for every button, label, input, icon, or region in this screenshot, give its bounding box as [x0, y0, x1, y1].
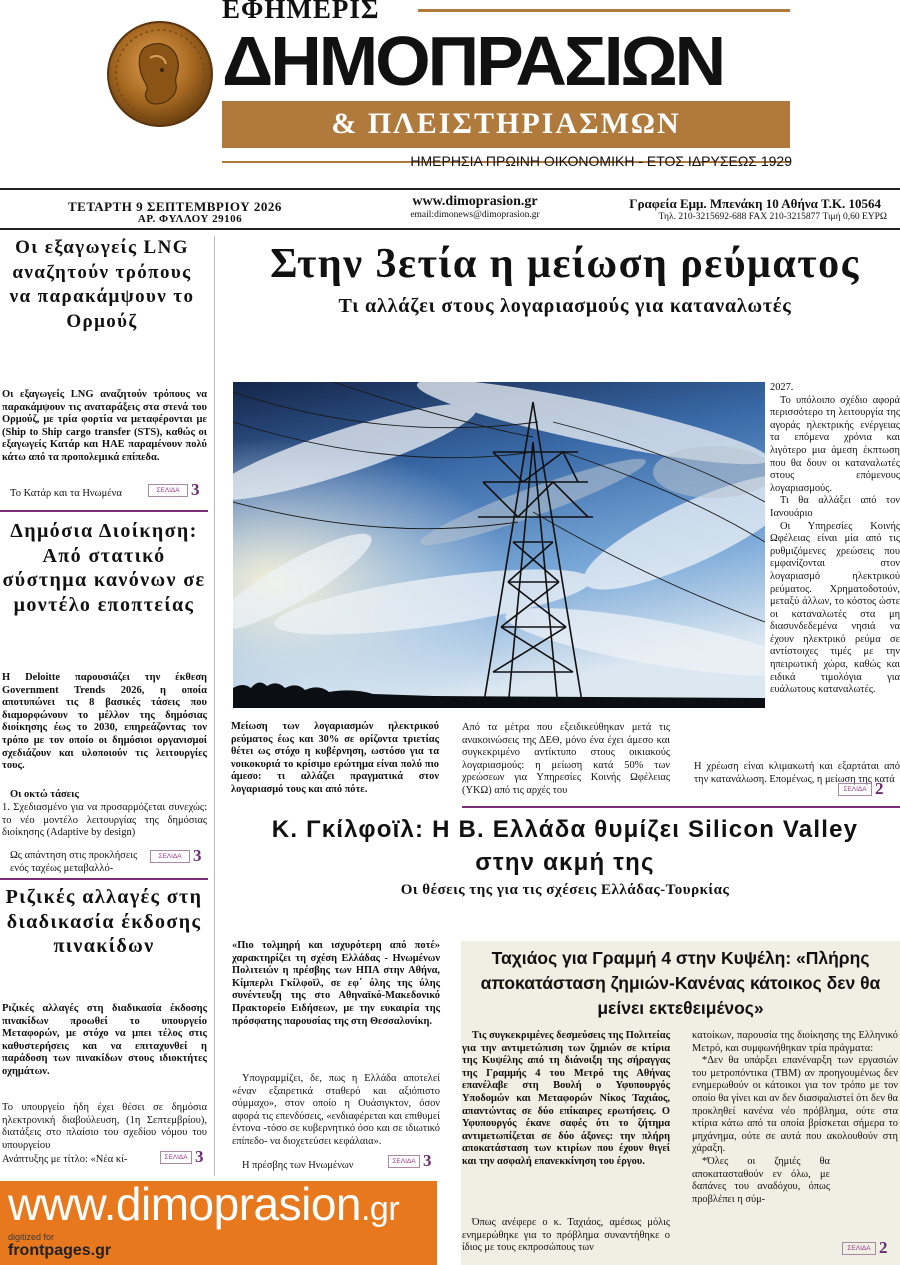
- infobar-top-rule: [0, 188, 900, 190]
- masthead-title: ΔΗΜΟΠΡΑΣΙΩΝ: [222, 22, 724, 100]
- side-story-3-title[interactable]: Ριζικές αλλαγές στη διαδικασία έκδοσης πινακίδων: [5, 886, 203, 957]
- side-story-3-body: Ριζικές αλλαγές στη διαδικασία έκδοσης πινακίδων προωθεί το υπουργείο Μεταφορών, με στόχο να μπει τέλος στις καθυστερήσεις και να επιταχυνθεί η παράδοση των πινακίδων στους ιδιοκτήτες οχημάτων.: [2, 1003, 207, 1077]
- side-divider-1: [0, 510, 208, 512]
- side-story-1-title[interactable]: Οι εξαγωγείς LNG αναζητούν τρόπους να παρακάμψουν το Ορμούζ: [9, 237, 195, 332]
- side-story-1-tail-text: Το Κατάρ και τα Ηνωμένα: [10, 488, 122, 499]
- page-ref-number: 3: [423, 1151, 432, 1170]
- side-story-2-title[interactable]: Δημόσια Διοίκηση: Από στατικό σύστημα κανόνων σε μοντέλο εποπτείας: [2, 520, 206, 616]
- side-story-3-body-2: Το υπουργείο ήδη έχει θέσει σε δημόσια ηλεκτρονική διαβούλευση, (1η Σεπτεμβρίου), διατάξεις στο πλαίσιο του σχεδίου νόμου του υπουργείου: [2, 1102, 207, 1151]
- lead-right-para-3: Η χρέωση είναι κλιμακωτή και εξαρτάται από την κατανάλωση. Επομένως, η μείωση της κατά: [694, 761, 900, 785]
- lead-headline[interactable]: Στην 3ετία η μείωση ρεύματος: [270, 241, 860, 287]
- page-ref-number: 3: [193, 846, 202, 866]
- tachiaos-right-para-2: *Δεν θα υπάρξει επανέναρξη των εργασιών του μετροπόντικα (ΤΒΜ) αν προηγουμένως δεν ενημερωθούν οι κάτοικοι για τον τρόπο με τον οποίο θα γίνει και αν δεν διασφαλιστεί ότι δεν θα προκληθεί κανένα νέο πρόβλημα, ούτε στα κτίρια κάτω από τα οποία βρίσκεται σήμερα το μηχάνημα, ούτε σε αυτά που ακολουθούν στη χάραξη.: [692, 1055, 898, 1155]
- side-story-1-body: Οι εξαγωγείς LNG αναζητούν τρόπους να παρακάμψουν τις αναταράξεις στα στενά του Ορμούζ, με τρία φορτία να μεταφέρονται με (Ship to Ship cargo transfer (STS), καθώς οι εξαγωγείς Κατάρ και ΗΑΕ παραμένουν πολύ κάτω από τα προπολεμικά επίπεδα.: [2, 389, 207, 463]
- page-ref-number: 2: [879, 1238, 888, 1257]
- digitized-label: digitized for: [8, 1232, 55, 1242]
- lead-photo-power-pylon: [233, 382, 765, 708]
- lead-right-subhead: Τι θα αλλάξει από τον Ιανουάριο: [770, 495, 900, 519]
- guilfoyle-subhead: Οι θέσεις της για τις σχέσεις Ελλάδας-Τουρκίας: [400, 882, 730, 898]
- coin-logo-icon: [104, 18, 216, 130]
- page-ref-number: 2: [875, 779, 884, 798]
- page-ref-2-tachiaos[interactable]: [842, 1238, 888, 1258]
- lead-subhead: Τι αλλάζει στους λογαριασμούς για καταναλωτές: [338, 295, 792, 317]
- side-story-3-tail-text: Ανάπτυξης με τίτλο: «Νέα κί-: [2, 1154, 128, 1165]
- tachiaos-headline[interactable]: Ταχιάος για Γραμμή 4 στην Κυψέλη: «Πλήρης αποκατάσταση ζημιών-Κανένας κάτοικος δεν θα μείνει εκτεθειμένος»: [480, 948, 881, 1018]
- page-ref-2-lead[interactable]: [838, 779, 884, 799]
- lead-right-year: 2027.: [770, 382, 794, 393]
- banner-url-www: www.: [8, 1178, 116, 1230]
- issue-date: ΤΕΤΑΡΤΗ 9 ΣΕΠΤΕΜΒΡΙΟΥ 2026: [68, 199, 282, 214]
- page-ref-number: 3: [191, 480, 200, 500]
- guilfoyle-headline[interactable]: Κ. Γκίλφοϊλ: Η Β. Ελλάδα θυμίζει Silicon Valley στην ακμή της: [271, 816, 859, 876]
- side-story-2-tail-text: Ως απάντηση στις προκλήσεις ενός ταχέως μεταβαλλό-: [10, 850, 138, 874]
- page-ref-tag: ΣΕΛΙΔΑ: [150, 850, 190, 863]
- page-ref-3-a[interactable]: [148, 480, 200, 500]
- ephemeris-label: ΕΦΗΜΕΡΙΣ: [222, 0, 380, 24]
- page-ref-3-guilfoyle[interactable]: [388, 1151, 432, 1171]
- page-ref-tag: ΣΕΛΙΔΑ: [148, 484, 188, 497]
- tachiaos-body: Όπως ανέφερε ο κ. Ταχιάος, αμέσως μόλις ενημερώθηκε για το πρόβλημα συναντήθηκε ο ίδιος με τους εκπροσώπους των: [462, 1217, 670, 1254]
- office-contact: Τηλ. 210-3215692-688 FAX 210-3215877 Τιμή 0,60 ΕΥΡΩ: [658, 212, 887, 222]
- page-ref-3-c[interactable]: [160, 1147, 204, 1167]
- tachiaos-right-para-1: κατοίκων, παρουσία της διοίκησης της Ελληνικό Μετρό, και συμφωνήθηκαν τρία πράγματα:: [692, 1030, 898, 1054]
- lead-right-para-2: Οι Υπηρεσίες Κοινής Ωφέλειας είναι μία από τις ρυθμιζόμενες χρεώσεις που εμφανίζονται στον λογαριασμό ηλεκτρικού ρεύματος. Χρηματοδοτούν, μεταξύ άλλων, το κόστος ώστε οι καταναλωτές στα μη διασυνδεδεμένα νησιά να έχουν ηλεκτρικό ρεύμα σε αντίστοιχες τιμές με την ηπειρωτική χώρα, καθώς και ειδικά τιμολόγια για ευάλωτους καταναλωτές.: [770, 520, 900, 696]
- infobar-bottom-rule: [0, 228, 900, 230]
- masthead-rule-top: [418, 9, 790, 12]
- guilfoyle-tail: Η πρέσβης των Ηνωμένων: [242, 1160, 354, 1171]
- masthead-tagline: ΗΜΕΡΗΣΙΑ ΠΡΩΙΝΗ ΟΙΚΟΝΟΜΙΚΗ - ΕΤΟΣ ΙΔΡΥΣΕΩΣ 1929: [410, 153, 792, 169]
- tachiaos-lead: Τις συγκεκριμένες δεσμεύσεις της Πολιτείας για την αντιμετώπιση των ζημιών σε κτίρια της Κυψέλης από τη διάνοιξη της σήραγγας της Γραμμής 4 του Μετρό της Αθήνας επανέλαβε στη Βουλή ο Υφυπουργός Υποδομών και Μεταφορών Νίκος Ταχιάος, απαντώντας σε δύο επίκαιρες ερωτήσεις. Ο Υφυπουργός έκανε σαφές ότι το ζήτημα αντιμετωπίζεται σε δύο άξονες: την πλήρη αποκατάσταση των κτιρίων που έχουν θιγεί και την ασφαλή επανεκκίνηση του έργου.: [462, 1030, 670, 1167]
- side-story-2-body: Η Deloitte παρουσιάζει την έκθεση Government Trends 2026, η οποία αποτυπώνει τις 8 βασικές τάσεις που διαμορφώνουν το μέλλον της δημόσιας διοίκησης έως το 2030, επηρεάζοντας τον τρόπο με τον οποίο οι δημόσιοι οργανισμοί σχεδιάζουν και υλοποιούν τις λειτουργίες τους.: [2, 672, 207, 772]
- guilfoyle-body: Υπογραμμίζει, δε, πως η Ελλάδα αποτελεί «έναν εξαιρετικά σταθερό και αξιόπιστο σύμμαχο», στον οποίο η Ουάσιγκτον, όσον αφορά τις επενδύσεις, «ενδιαφέρεται και επιθυμεί έντονα -τόσο σε κυβερνητικό όσο και σε ιδιωτικό επίπεδο- να διοχετεύσει κεφάλαια».: [232, 1073, 440, 1147]
- office-address: Γραφεία Εμμ. Μπενάκη 10 Αθήνα Τ.Κ. 10564: [629, 196, 881, 211]
- side-story-2-subhead: Οι οκτώ τάσεις: [10, 789, 79, 800]
- banner-url-name: dimoprasion: [115, 1178, 361, 1230]
- lead-divider: [462, 806, 900, 808]
- side-story-2-item: 1. Σχεδιασμένο για να προσαρμόζεται συνεχώς: το νέο μοντέλο λειτουργίας της δημόσιας διοίκησης (Adaptive by design): [2, 802, 207, 839]
- page-ref-tag: ΣΕΛΙΔΑ: [388, 1155, 420, 1168]
- issue-number: ΑΡ. ΦΥΛΛΟΥ 29106: [137, 213, 243, 225]
- lead-body-center: Από τα μέτρα που εξειδικεύθηκαν μετά τις ανακοινώσεις της ΔΕΘ, μόνο ένα έχει άμεσο και συγκεκριμένο αντίκτυπο στους οικιακούς λογαριασμούς: η μείωση κατά 50% των χρεώσεων για Υπηρεσίες Κοινής Ωφέλειας (ΥΚΩ) από τις αρχές του: [462, 722, 670, 796]
- lead-right-para-1: Το υπόλοιπο σχέδιο αφορά περισσότερο τη λειτουργία της αγοράς ηλεκτρικής ενέργειας τα επόμενα χρόνια και λιγότερο μια άμεση έκπτωση που θα δουν οι καταναλωτές στους επόμενους λογαριασμούς.: [770, 394, 900, 494]
- side-story-3-tail: [2, 1147, 207, 1167]
- page-ref-tag: ΣΕΛΙΔΑ: [838, 783, 872, 796]
- tachiaos-right-para-3: *Όλες οι ζημιές θα αποκατασταθούν εν όλω, με δαπάνες του αναδόχου, όπως προβλέπει η σύμ-: [692, 1155, 830, 1205]
- masthead: [0, 0, 900, 185]
- side-story-2-tail: [10, 846, 207, 875]
- lead-body-right: [770, 382, 900, 697]
- lead-photo-caption: Μείωση των λογαριασμών ηλεκτρικού ρεύματος έως και 30% σε ορίζοντα τριετίας θέτει ως στόχο η κυβέρνηση, ωστόσο για τα νοικοκυριά το κρίσιμο ερώτημα είναι πολύ πιο άμεσο: τι αλλάζει πραγματικά στον λογαριασμό τους και από πότε.: [231, 721, 439, 795]
- masthead-subtitle: & ΠΛΕΙΣΤΗΡΙΑΣΜΩΝ: [331, 107, 681, 140]
- website-link[interactable]: www.dimoprasion.gr: [412, 194, 538, 209]
- column-divider: [214, 236, 215, 1176]
- side-story-1-tail: [10, 480, 210, 501]
- digitized-site[interactable]: frontpages.gr: [8, 1242, 112, 1259]
- page-ref-tag: ΣΕΛΙΔΑ: [160, 1151, 192, 1164]
- email-link[interactable]: email:dimonews@dimoprasion.gr: [410, 210, 540, 220]
- guilfoyle-lead: «Πιο τολμηρή και ισχυρότερη από ποτέ» χαρακτηρίζει τη σχέση Ελλάδας - Ηνωμένων Πολιτειών η πρέσβης των ΗΠΑ στην Αθήνα, Κίμπερλι Γκίλφοϊλ, σε εφ΄ όλης της ύλης συνέντευξη της στο Αθηναϊκό-Μακεδονικό Πρακτορείο Ειδήσεων, με την ευκαιρία της πρόσφατης παρουσίας της στη Θεσσαλονίκη.: [232, 940, 440, 1027]
- tachiaos-right: [692, 1030, 898, 1206]
- page-ref-tag: ΣΕΛΙΔΑ: [842, 1242, 876, 1255]
- banner-url-tld: .gr: [360, 1190, 400, 1228]
- side-divider-2: [0, 878, 208, 880]
- page-ref-3-b[interactable]: [150, 846, 202, 866]
- page-ref-number: 3: [195, 1147, 204, 1167]
- website-banner-url[interactable]: [8, 1176, 438, 1237]
